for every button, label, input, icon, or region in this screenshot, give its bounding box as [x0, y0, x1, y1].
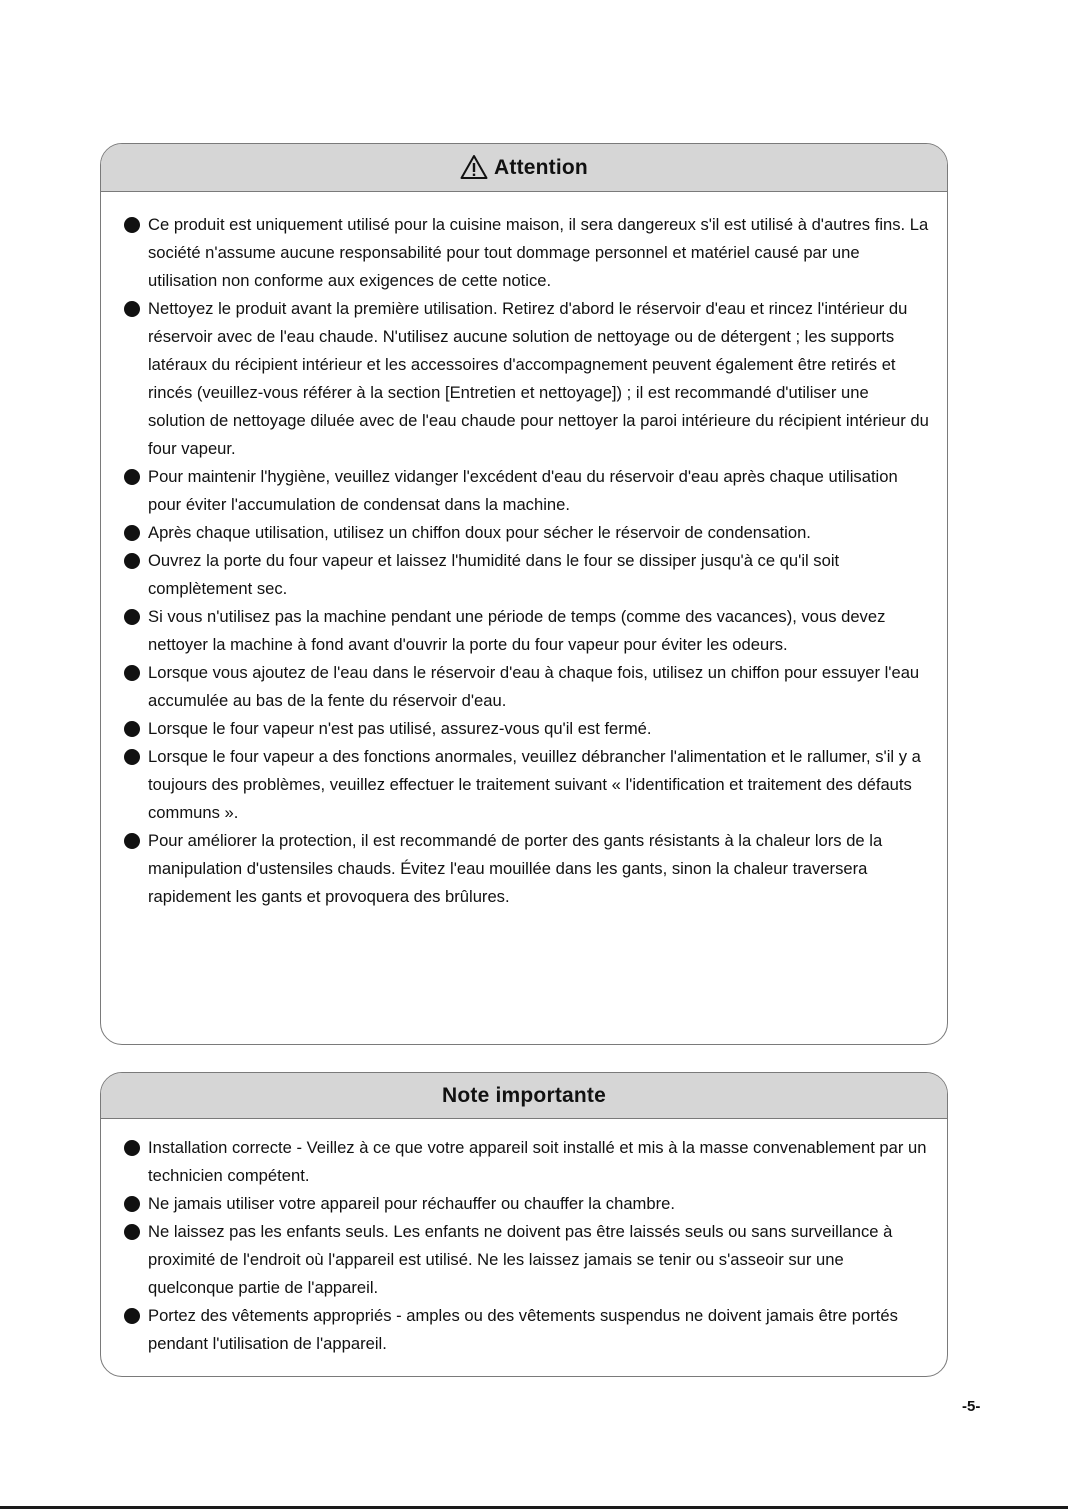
note-list	[101, 1134, 947, 1358]
bullet-icon	[124, 1308, 140, 1324]
bullet-icon	[124, 833, 140, 849]
list-item	[101, 827, 947, 911]
list-item-text: Pour maintenir l'hygiène, veuillez vidanger l'excédent d'eau du réservoir d'eau après chaque utilisation pour éviter l'accumulation de condensat dans la machine.	[148, 467, 898, 514]
list-item-text: Lorsque le four vapeur n'est pas utilisé, assurez-vous qu'il est fermé.	[148, 719, 652, 738]
bullet-icon	[124, 721, 140, 737]
bullet-icon	[124, 1224, 140, 1240]
list-item	[101, 1302, 947, 1358]
list-item	[101, 743, 947, 827]
list-item-text: Ne jamais utiliser votre appareil pour réchauffer ou chauffer la chambre.	[148, 1194, 675, 1213]
bullet-icon	[124, 553, 140, 569]
bullet-icon	[124, 301, 140, 317]
page-number: -5-	[962, 1398, 981, 1415]
note-title: Note importante	[441, 1083, 606, 1107]
bullet-icon	[124, 1196, 140, 1212]
bullet-icon	[124, 469, 140, 485]
attention-box	[100, 143, 948, 1045]
list-item	[101, 603, 947, 659]
list-item-text: Ouvrez la porte du four vapeur et laissez l'humidité dans le four se dissiper jusqu'à ce qu'il soit complètement sec.	[148, 551, 840, 598]
list-item-text: Ce produit est uniquement utilisé pour la cuisine maison, il sera dangereux s'il est utilisé à d'autres fins. La société n'assume aucune responsabilité pour tout dommage personnel et matériel causé par une utilisation non conforme aux exigences de cette notice.	[148, 215, 929, 290]
attention-title: Attention	[494, 155, 588, 179]
list-item-text: Lorsque le four vapeur a des fonctions anormales, veuillez débrancher l'alimentation et le rallumer, s'il y a toujours des problèmes, veuillez effectuer le traitement suivant « l'identification et traitement des défauts communs ».	[148, 747, 921, 822]
list-item	[101, 659, 947, 715]
list-item	[101, 1134, 947, 1190]
warning-triangle-icon	[460, 154, 488, 180]
list-item	[101, 1218, 947, 1302]
attention-header	[101, 144, 947, 192]
bullet-icon	[124, 1140, 140, 1156]
note-header	[101, 1073, 947, 1119]
list-item-text: Portez des vêtements appropriés - amples ou des vêtements suspendus ne doivent jamais être portés pendant l'utilisation de l'appareil.	[148, 1306, 898, 1353]
list-item-text: Installation correcte - Veillez à ce que votre appareil soit installé et mis à la masse convenablement par un technicien compétent.	[148, 1138, 927, 1185]
list-item-text: Pour améliorer la protection, il est recommandé de porter des gants résistants à la chaleur lors de la manipulation d'ustensiles chauds. Évitez l'eau mouillée dans les gants, sinon la chaleur traversera rapidement les gants et provoquera des brûlures.	[148, 831, 883, 906]
list-item	[101, 1190, 947, 1218]
list-item-text: Ne laissez pas les enfants seuls. Les enfants ne doivent pas être laissés seuls ou sans surveillance à proximité de l'endroit où l'appareil est utilisé. Ne les laissez jamais se tenir ou s'asseoir sur une quelconque partie de l'appareil.	[148, 1222, 893, 1297]
list-item	[101, 547, 947, 603]
list-item-text: Lorsque vous ajoutez de l'eau dans le réservoir d'eau à chaque fois, utilisez un chiffon pour essuyer l'eau accumulée au bas de la fente du réservoir d'eau.	[148, 663, 920, 710]
list-item-text: Nettoyez le produit avant la première utilisation. Retirez d'abord le réservoir d'eau et rincez l'intérieur du réservoir avec de l'eau chaude. N'utilisez aucune solution de nettoyage ou de détergent ; les supports latéraux du récipient intérieur et les accessoires d'accompagnement peuvent également être retirés et rincés (veuillez-vous référer à la section [Entretien et nettoyage]) ; il est recommandé d'utiliser une solution de nettoyage diluée avec de l'eau chaude pour nettoyer la paroi intérieure du récipient intérieur du four vapeur.	[148, 299, 929, 458]
bullet-icon	[124, 749, 140, 765]
bullet-icon	[124, 525, 140, 541]
bullet-icon	[124, 609, 140, 625]
list-item	[101, 715, 947, 743]
list-item	[101, 463, 947, 519]
list-item-text: Après chaque utilisation, utilisez un chiffon doux pour sécher le réservoir de condensation.	[148, 523, 811, 542]
attention-list	[101, 211, 947, 911]
list-item	[101, 211, 947, 295]
list-item	[101, 295, 947, 463]
list-item	[101, 519, 947, 547]
note-box	[100, 1072, 948, 1377]
bullet-icon	[124, 217, 140, 233]
bullet-icon	[124, 665, 140, 681]
list-item-text: Si vous n'utilisez pas la machine pendant une période de temps (comme des vacances), vous devez nettoyer la machine à fond avant d'ouvrir la porte du four vapeur pour éviter les odeurs.	[148, 607, 886, 654]
